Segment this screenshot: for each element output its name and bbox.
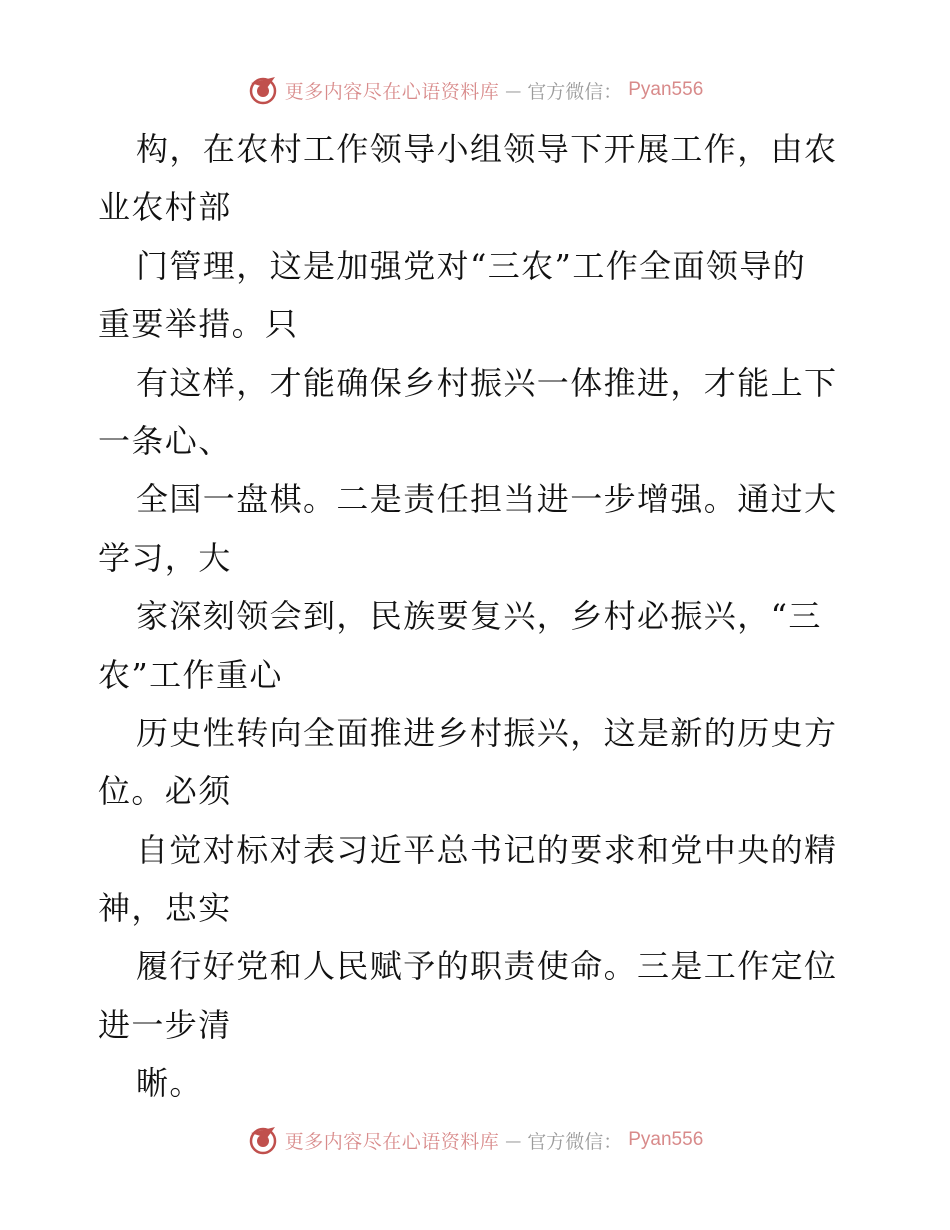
text-line: 门管理，这是加强党对“三农”工作全面领导的 [136,246,807,285]
banner-separator: — [505,80,522,100]
banner-wechat-id: Pyan556 [628,79,704,100]
text-line: 晰。 [136,1064,203,1103]
text-line: 重要举措。只 [98,305,299,344]
text-line: 构，在农村工作领导小组领导下开展工作，由农 [136,130,838,168]
banner [247,1124,704,1156]
text-line: 学习，大 [98,538,232,577]
text-line: 历史性转向全面推进乡村振兴，这是新的历史方 [136,713,838,752]
pen-seal-icon [247,1124,279,1156]
page-footer-banner [0,1120,950,1160]
text-line: 神，忠实 [98,889,232,928]
banner-official-label: 官方微信： [527,1130,623,1153]
text-line: 自觉对标对表习近平总书记的要求和党中央的精 [136,830,838,869]
pen-seal-icon [247,74,279,106]
text-line: 家深刻领会到，民族要复兴，乡村必振兴，“三 [136,597,822,636]
text-line: 业农村部 [98,188,232,227]
text-line: 全国一盘棋。二是责任担当进一步增强。通过大 [136,480,838,519]
text-line: 有这样，才能确保乡村振兴一体推进，才能上下 [136,363,838,402]
banner-wechat-id: Pyan556 [628,1129,704,1150]
document-body [98,120,858,1113]
banner-separator: — [505,1130,522,1150]
text-line: 农”工作重心 [98,655,283,694]
banner-official-label: 官方微信： [527,80,623,103]
text-line: 履行好党和人民赋予的职责使命。三是工作定位 [136,947,838,986]
text-line: 一条心、 [98,421,232,460]
banner-main-text: 更多内容尽在心语资料库 [284,80,500,103]
text-line: 位。必须 [98,772,232,811]
text-line: 进一步清 [98,1005,232,1044]
page-header-banner [0,70,950,110]
banner-main-text: 更多内容尽在心语资料库 [284,1130,500,1153]
banner [247,74,704,106]
